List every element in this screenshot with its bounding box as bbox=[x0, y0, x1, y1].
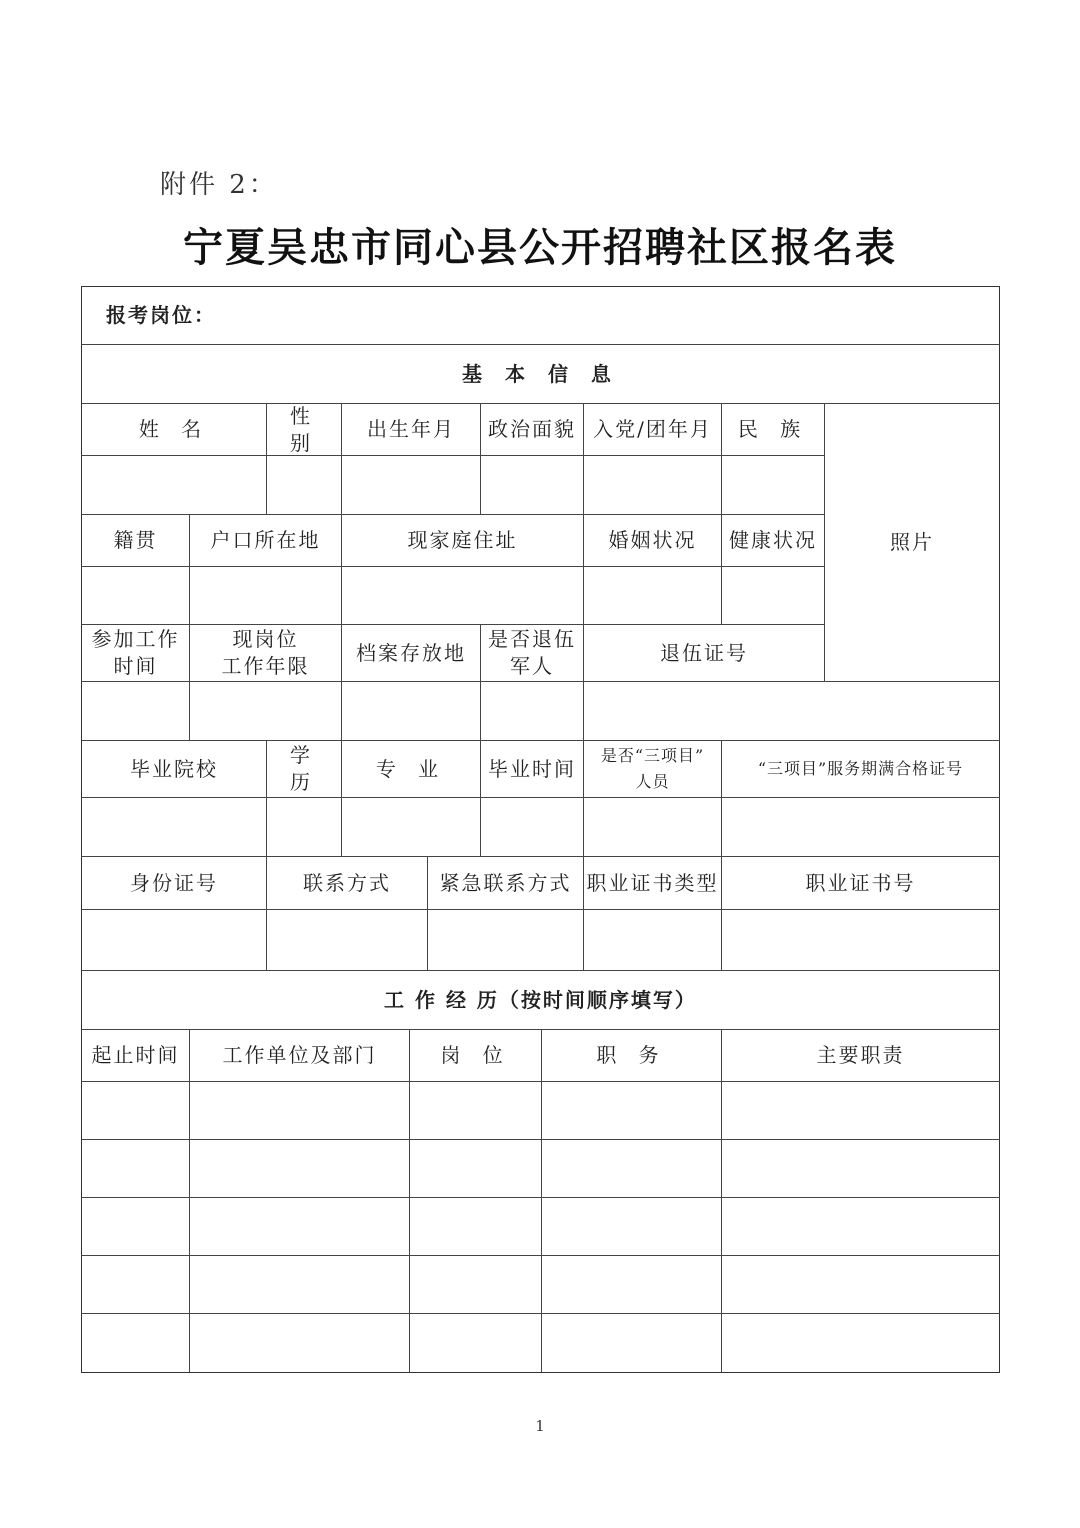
header-current-post-years-line1: 现岗位 bbox=[232, 627, 299, 651]
page-number: 1 bbox=[535, 1417, 545, 1435]
header-current-post-years bbox=[190, 625, 341, 681]
header-emergency-contact: 紧急联系方式 bbox=[439, 870, 572, 895]
header-ethnicity: 民 族 bbox=[737, 417, 809, 441]
header-is-veteran bbox=[481, 625, 583, 681]
table-rule bbox=[81, 909, 1000, 910]
header-is-veteran-line1: 是否退伍 bbox=[488, 627, 576, 651]
header-health-status: 健康状况 bbox=[729, 528, 817, 552]
header-household-registration: 户口所在地 bbox=[210, 528, 321, 552]
header-three-items-cert-number: “三项目”服务期满合格证号 bbox=[757, 759, 964, 778]
header-graduation-time: 毕业时间 bbox=[488, 756, 576, 781]
header-major: 专 业 bbox=[375, 756, 447, 781]
header-job-title: 职 务 bbox=[596, 1043, 667, 1067]
header-birth-date: 出生年月 bbox=[367, 417, 455, 441]
header-veteran-cert-number: 退伍证号 bbox=[660, 640, 748, 665]
header-native-place: 籍贯 bbox=[113, 528, 158, 552]
header-work-start-time-line1: 参加工作 bbox=[91, 627, 180, 651]
header-three-items-line1: 是否“三项目” bbox=[600, 746, 705, 765]
form-title: 宁夏吴忠市同心县公开招聘社区报名表 bbox=[183, 224, 897, 271]
section-work-experience: 工 作 经 历（按时间顺序填写） bbox=[384, 987, 697, 1012]
header-three-items-line2: 人员 bbox=[635, 772, 670, 791]
header-employer-department: 工作单位及部门 bbox=[222, 1043, 377, 1067]
header-party-join-date: 入党/团年月 bbox=[593, 417, 712, 441]
header-is-veteran-line2: 军人 bbox=[510, 654, 554, 678]
table-rule bbox=[81, 566, 825, 567]
header-cert-number: 职业证书号 bbox=[805, 870, 916, 895]
header-id-number: 身份证号 bbox=[130, 870, 218, 895]
header-marital-status: 婚姻状况 bbox=[608, 528, 697, 552]
header-archive-location: 档案存放地 bbox=[356, 640, 466, 665]
header-contact: 联系方式 bbox=[303, 870, 391, 895]
header-name: 姓 名 bbox=[138, 417, 210, 441]
table-rule bbox=[81, 797, 1000, 798]
header-home-address: 现家庭住址 bbox=[407, 528, 518, 552]
header-work-position: 岗 位 bbox=[440, 1043, 511, 1067]
header-three-items-personnel bbox=[584, 741, 721, 797]
table-rule bbox=[81, 681, 1000, 682]
photo-box: 照片 bbox=[890, 530, 934, 554]
header-political-status: 政治面貌 bbox=[488, 417, 576, 441]
header-graduate-school: 毕业院校 bbox=[130, 756, 218, 781]
header-education: 学 历 bbox=[290, 743, 318, 794]
position-applied-label: 报考岗位： bbox=[106, 303, 216, 327]
attachment-label: 附件 2： bbox=[160, 170, 278, 200]
header-work-start-time-line2: 时间 bbox=[113, 654, 158, 678]
header-main-duties: 主要职责 bbox=[816, 1043, 905, 1067]
header-cert-type: 职业证书类型 bbox=[586, 870, 719, 895]
header-period: 起止时间 bbox=[91, 1043, 180, 1067]
table-rule bbox=[81, 455, 825, 456]
header-current-post-years-line2: 工作年限 bbox=[221, 654, 310, 678]
header-gender: 性 别 bbox=[290, 403, 318, 455]
section-basic-info: 基 本 信 息 bbox=[462, 361, 619, 386]
header-work-start-time bbox=[82, 625, 189, 681]
